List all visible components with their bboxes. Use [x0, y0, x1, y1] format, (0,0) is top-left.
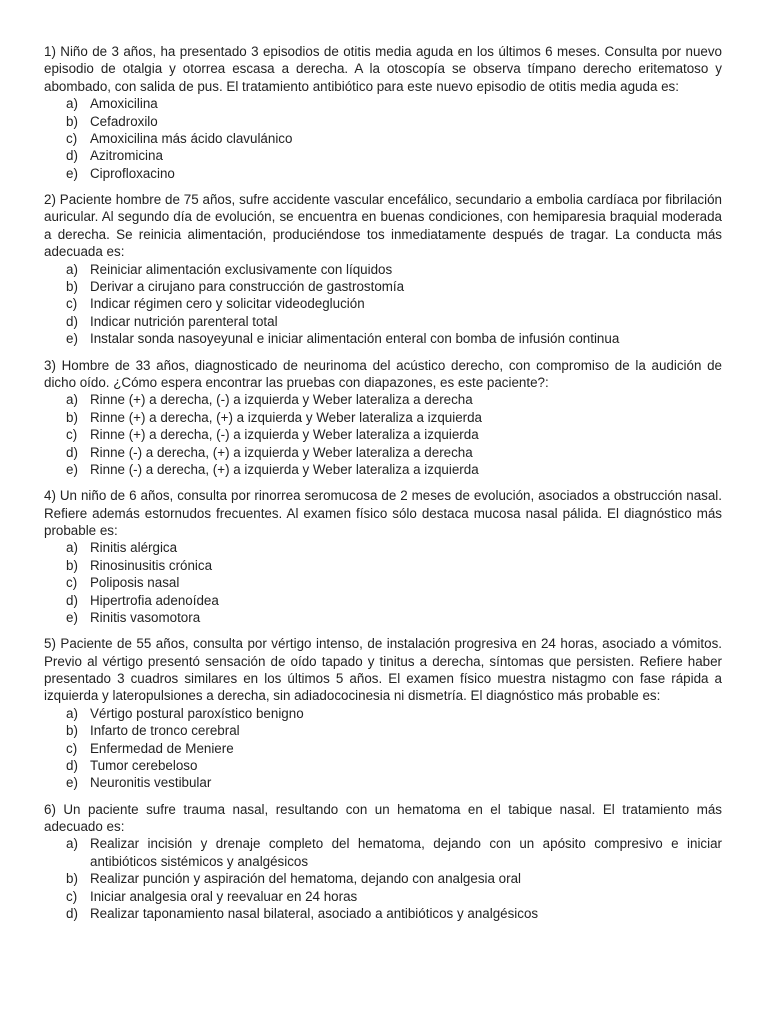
option-text: Indicar nutrición parenteral total [90, 313, 278, 329]
option-letter: d) [66, 592, 78, 608]
option-letter: a) [66, 392, 78, 408]
option-item [44, 905, 722, 922]
option-item [44, 539, 722, 556]
question-4 [44, 487, 722, 626]
option-letter: b) [66, 723, 78, 739]
option-text: Neuronitis vestibular [90, 775, 212, 791]
option-text: Amoxicilina [90, 96, 158, 112]
option-text: Rinitis alérgica [90, 540, 178, 556]
option-item [44, 574, 722, 591]
option-letter: d) [66, 906, 78, 922]
option-text: Infarto de tronco cerebral [90, 723, 240, 739]
question-stem: 2) Paciente hombre de 75 años, sufre accidente vascular encefálico, secundario a embolia cardíaca por fibrilación auricular. Al segundo día de evolución, se encuentra en buenas condiciones, con hemiparesia braquial moderada a derecha. Se reinicia alimentación, produciéndose tos inmediatamente después de tragar. La conducta más adecuada es: [44, 192, 722, 260]
option-item [44, 330, 722, 347]
question-3 [44, 357, 722, 479]
option-list [44, 391, 722, 478]
option-text: Rinitis vasomotora [90, 609, 201, 625]
option-text: Rinosinusitis crónica [90, 557, 213, 573]
option-letter: e) [66, 331, 78, 347]
option-letter: a) [66, 836, 78, 852]
option-list [44, 835, 722, 922]
option-item [44, 444, 722, 461]
option-letter: c) [66, 740, 78, 756]
option-item [44, 147, 722, 164]
option-text: Rinne (-) a derecha, (+) a izquierda y Weber lateraliza a derecha [90, 444, 473, 460]
option-letter: a) [66, 261, 78, 277]
option-letter: b) [66, 871, 78, 887]
option-text: Instalar sonda nasoyeyunal e iniciar alimentación enteral con bomba de infusión continua [90, 331, 620, 347]
option-text: Amoxicilina más ácido clavulánico [90, 131, 293, 147]
option-text: Vértigo postural paroxístico benigno [90, 705, 304, 721]
option-letter: b) [66, 113, 78, 129]
option-text: Reiniciar alimentación exclusivamente con líquidos [90, 261, 393, 277]
option-list [44, 261, 722, 348]
option-letter: d) [66, 148, 78, 164]
option-item [44, 261, 722, 278]
option-letter: c) [66, 296, 78, 312]
option-item [44, 426, 722, 443]
option-item [44, 130, 722, 147]
option-letter: a) [66, 540, 78, 556]
option-text: Rinne (+) a derecha, (+) a izquierda y Weber lateraliza a izquierda [90, 409, 483, 425]
option-letter: b) [66, 557, 78, 573]
option-item [44, 592, 722, 609]
option-letter: c) [66, 575, 78, 591]
question-stem: 3) Hombre de 33 años, diagnosticado de neurinoma del acústico derecho, con compromiso de la audición de dicho oído. ¿Cómo espera encontrar las pruebas con diapazones, es este paciente?: [44, 357, 722, 390]
option-text: Realizar taponamiento nasal bilateral, asociado a antibióticos y analgésicos [90, 906, 539, 922]
option-text: Azitromicina [90, 148, 163, 164]
option-text: Cefadroxilo [90, 113, 158, 129]
option-item [44, 295, 722, 312]
option-item [44, 409, 722, 426]
option-item [44, 757, 722, 774]
option-letter: b) [66, 279, 78, 295]
option-letter: e) [66, 775, 78, 791]
option-letter: e) [66, 165, 78, 181]
option-text: Iniciar analgesia oral y reevaluar en 24 horas [90, 888, 358, 904]
option-item [44, 95, 722, 112]
option-list [44, 95, 722, 182]
option-item [44, 870, 722, 887]
option-text: Poliposis nasal [90, 575, 180, 591]
option-letter: a) [66, 96, 78, 112]
option-letter: c) [66, 131, 78, 147]
option-letter: d) [66, 444, 78, 460]
question-2 [44, 191, 722, 348]
question-stem: 1) Niño de 3 años, ha presentado 3 episodios de otitis media aguda en los últimos 6 meses. Consulta por nuevo episodio de otalgia y otorrea escasa a derecha. A la otoscopía se observa tímpano derecho eritematoso y abombado, con salida de pus. El tratamiento antibiótico para este nuevo episodio de otitis media aguda es: [44, 44, 722, 94]
option-text: Hipertrofia adenoídea [90, 592, 219, 608]
option-item [44, 609, 722, 626]
option-text: Enfermedad de Meniere [90, 740, 234, 756]
option-text: Realizar incisión y drenaje completo del hematoma, dejando con un apósito compresivo e iniciar antibióticos sistémicos y analgésicos [90, 836, 722, 869]
option-item [44, 888, 722, 905]
option-text: Rinne (+) a derecha, (-) a izquierda y Weber lateraliza a izquierda [90, 427, 479, 443]
option-list [44, 705, 722, 792]
question-1 [44, 43, 722, 182]
option-text: Derivar a cirujano para construcción de gastrostomía [90, 279, 405, 295]
option-list [44, 539, 722, 626]
option-text: Rinne (-) a derecha, (+) a izquierda y Weber lateraliza a izquierda [90, 461, 479, 477]
option-letter: e) [66, 609, 78, 625]
question-5 [44, 635, 722, 792]
option-text: Indicar régimen cero y solicitar videodeglución [90, 296, 365, 312]
option-letter: a) [66, 705, 78, 721]
option-item [44, 165, 722, 182]
option-item [44, 705, 722, 722]
option-letter: c) [66, 888, 78, 904]
option-text: Tumor cerebeloso [90, 758, 198, 774]
option-item [44, 740, 722, 757]
option-letter: d) [66, 758, 78, 774]
option-text: Realizar punción y aspiración del hematoma, dejando con analgesia oral [90, 871, 521, 887]
option-letter: c) [66, 427, 78, 443]
option-item [44, 835, 722, 870]
option-letter: d) [66, 313, 78, 329]
question-stem: 5) Paciente de 55 años, consulta por vértigo intenso, de instalación progresiva en 24 horas, asociado a vómitos. Previo al vértigo presentó sensación de oído tapado y tinitus a derecha, síntomas que persisten. Refiere haber presentado 3 cuadros similares en los últimos 5 años. El examen físico muestra nistagmo con fase rápida a izquierda y lateropulsiones a derecha, sin adiadococinesia ni dismetría. El diagnóstico más probable es: [44, 636, 722, 704]
option-item [44, 313, 722, 330]
option-text: Rinne (+) a derecha, (-) a izquierda y Weber lateraliza a derecha [90, 392, 473, 408]
question-6 [44, 801, 722, 923]
option-item [44, 774, 722, 791]
option-letter: b) [66, 409, 78, 425]
question-stem: 4) Un niño de 6 años, consulta por rinorrea seromucosa de 2 meses de evolución, asociados a obstrucción nasal. Refiere además estornudos frecuentes. Al examen físico sólo destaca mucosa nasal pálida. El diagnóstico más probable es: [44, 488, 722, 538]
option-item [44, 278, 722, 295]
option-text: Ciprofloxacino [90, 165, 175, 181]
option-item [44, 113, 722, 130]
option-item [44, 557, 722, 574]
question-stem: 6) Un paciente sufre trauma nasal, resultando con un hematoma en el tabique nasal. El tratamiento más adecuado es: [44, 801, 722, 835]
option-letter: e) [66, 461, 78, 477]
option-item [44, 391, 722, 408]
option-item [44, 722, 722, 739]
option-item [44, 461, 722, 478]
